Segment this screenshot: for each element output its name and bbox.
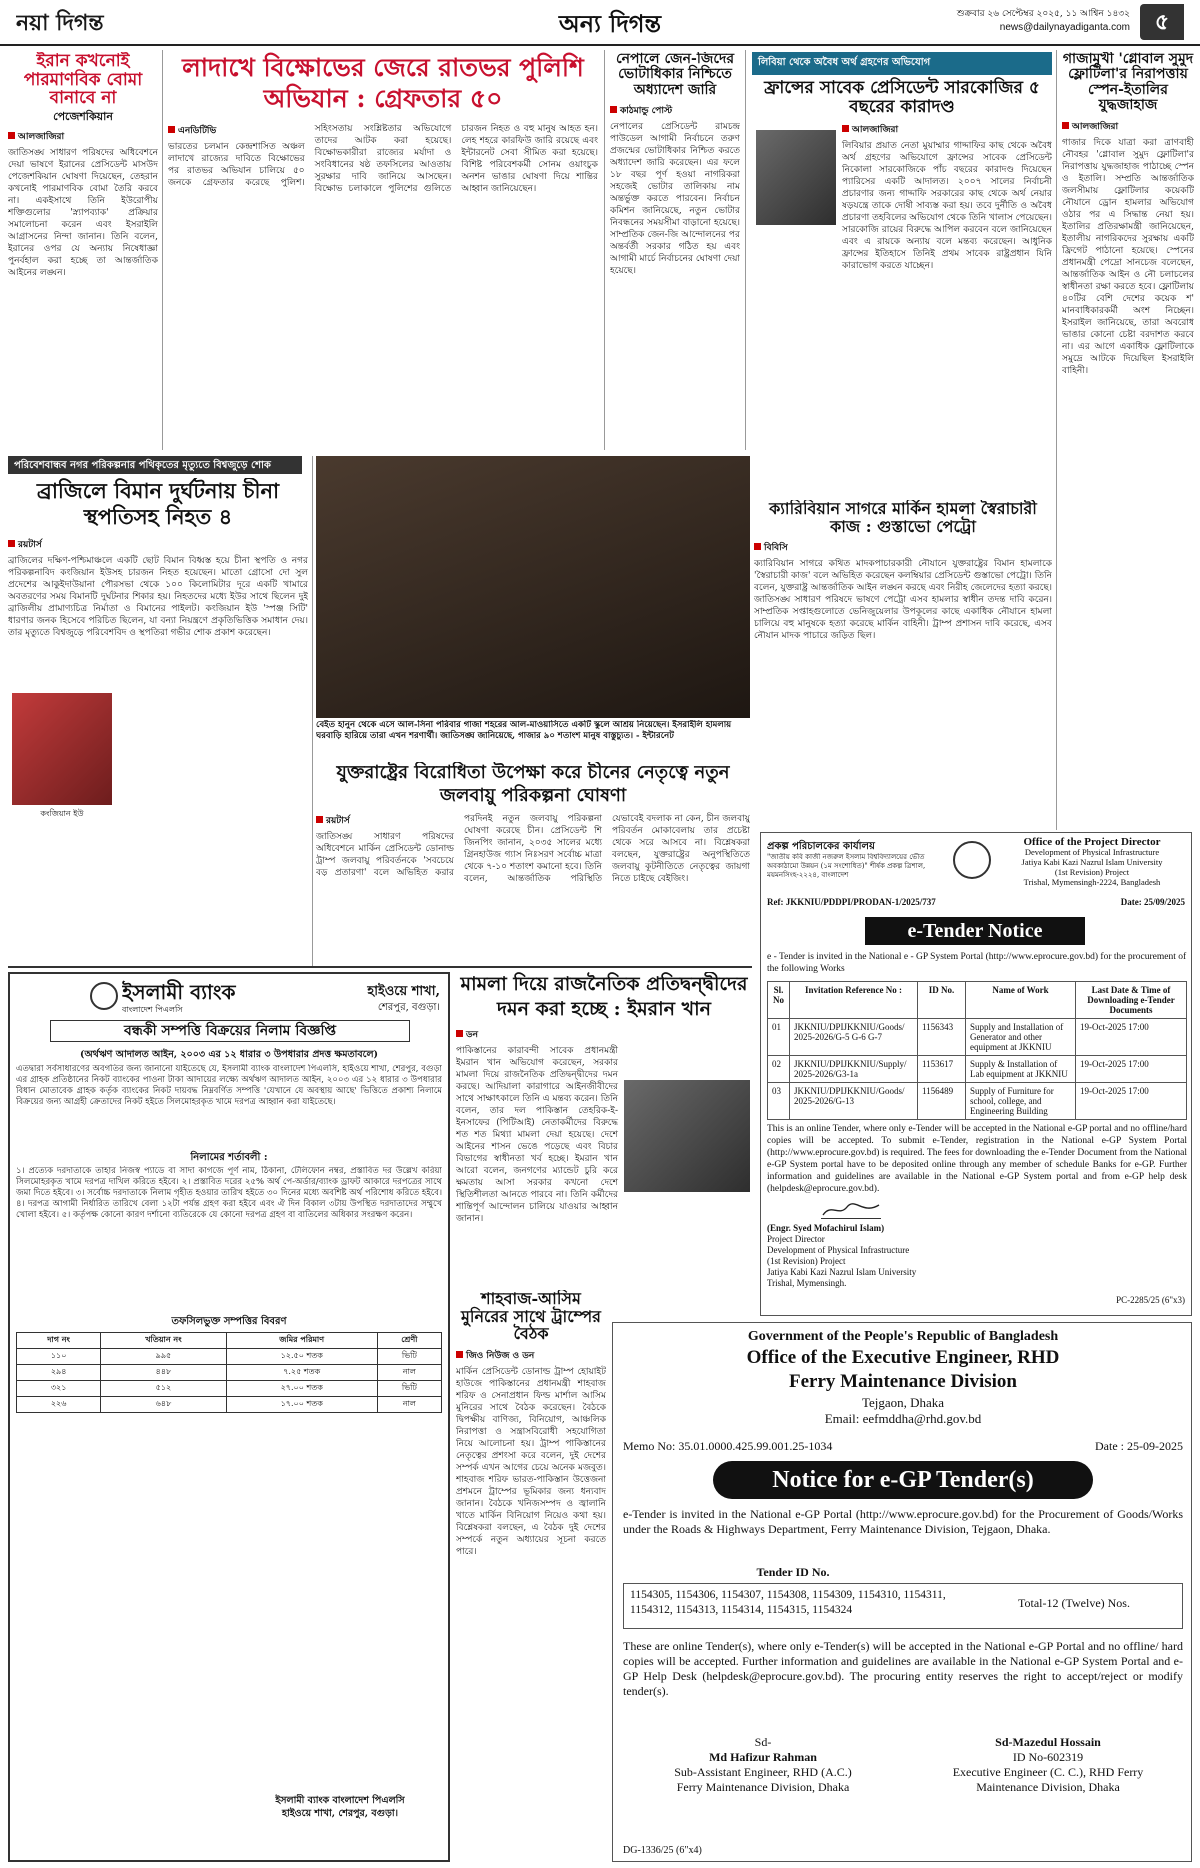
story-sarkozy — [752, 52, 1052, 492]
story-nepal — [610, 52, 740, 448]
bank-schedule-title: তফসিলভুক্ত সম্পত্তির বিবরণ — [171, 1316, 287, 1327]
jkkniu-signatory: (Engr. Syed Mofachirul Islam) Project Director Development of Physical Infrastructure (1st Revision) Project Jatiya Kabi Kazi Nazrul Islam University Trishal, Mymensingh. — [767, 1223, 917, 1288]
caribbean-headline: ক্যারিবিয়ান সাগরে মার্কিন হামলা স্বৈরাচারী কাজ : গুস্তাভো পেট্রো — [769, 500, 1037, 536]
story-shahbaz — [456, 1290, 606, 1862]
contact-email: news@dailynayadiganta.com — [999, 22, 1130, 33]
iran-byline: আলজাজিরা — [8, 129, 158, 144]
imran-photo — [624, 1080, 750, 1192]
nepal-body: নেপালের প্রেসিডেন্ট রামচন্দ্র পাউডেল আগামী নির্বাচনে তরুণ প্রজন্মের ভোটাধিকার নিশ্চিত করতে অধ্যাদেশ জারি করেছেন। এর ফলে ১৮ বছর পূর্ণ হওয়া নাগরিকরা সহজেই ভোটার তালিকায় নাম অন্তর্ভুক্ত করতে পারবেন। নির্বাচন কমিশন জানিয়েছে, নতুন ভোটার নিবন্ধনের সময়সীমা বাড়ানো হয়েছে। সাম্প্রতিক জেন-জি আন্দোলনের পর অন্তর্বর্তী সরকার গঠিত হয় এবং আগামী মার্চে নির্বাচনের ঘোষণা দেয়া হয়েছে। — [610, 122, 740, 277]
table-row: 02 JKKNIU/DPIJKKNIU/Supply/ 2025-2026/G3-1a 1153617 Supply & Installation of Lab equipment at JKKNIU 19-Oct-2025 17:00 — [768, 1056, 1187, 1083]
issue-date: শুক্রবার ২৬ সেপ্টেম্বর ২০২৫, ১১ আশ্বিন ১৪৩২ — [956, 9, 1130, 19]
bank-name: ইসলামী ব্যাংক — [122, 980, 236, 1004]
logo-text: নয়া দিগন্ত — [16, 10, 104, 36]
table-row: ২২৬ ৬৪৮ ১৭.০০ শতক নাল — [17, 1397, 442, 1413]
rhd-banner: Notice for e-GP Tender(s) — [713, 1461, 1093, 1499]
rhd-signatory-1: Sd- Md Hafizur Rahman Sub-Assistant Engineer, RHD (A.C.) Ferry Maintenance Division, Dhaka — [674, 1735, 852, 1794]
china-headline: যুক্তরাষ্ট্রের বিরোধিতা উপেক্ষা করে চীনের নেতৃত্বে নতুন জলবায়ু পরিকল্পনা ঘোষণা — [336, 762, 730, 806]
ladakh-byline: এনডিটিভি — [168, 123, 305, 138]
story-china — [316, 762, 750, 966]
table-row: 01 JKKNIU/DPIJKKNIU/Goods/ 2025-2026/G-5 G-6 G-7 1156343 Supply and Installation of Generator and other equipment at JKKNIU 19-Oct-2025 17:00 — [768, 1019, 1187, 1056]
table-row: ৩২১ ৫১২ ২৭.০০ শতক ভিটি — [17, 1381, 442, 1397]
flotilla-headline: গাজামুখী 'গ্লোবাল সুমুদ ফ্লোটিলা'র নিরাপত্তায় স্পেন-ইতালির যুদ্ধজাহাজ — [1062, 52, 1194, 114]
brazil-photo — [12, 693, 112, 805]
jkkniu-signature — [821, 1201, 881, 1219]
jkkniu-bn-title: প্রকল্প পরিচালকের কার্যালয় — [767, 841, 875, 852]
imran-byline: ডন — [456, 1027, 752, 1042]
rhd-signatory-2: Sd-Mazedul Hossain ID No-602319 Executive Engineer (C. C.), RHD Ferry Maintenance Division, Dhaka — [952, 1735, 1144, 1794]
page-number — [1140, 4, 1184, 40]
sarkozy-headline: ফ্রান্সের সাবেক প্রেসিডেন্ট সারকোজির ৫ বছরের কারাদণ্ড — [764, 78, 1040, 117]
gaza-photo — [316, 456, 750, 718]
ladakh-headline: লাদাখে বিক্ষোভের জেরে রাতভর পুলিশি অভিযান : গ্রেফতার ৫০ — [182, 53, 584, 114]
table-row: 03 JKKNIU/DPIJKKNIU/Goods/ 2025-2026/G-13 1156489 Supply of Furniture for school, college, and Engineering Building 19-Oct-2025 17:00 — [768, 1083, 1187, 1120]
gaza-photo-block — [316, 456, 750, 756]
ladakh-body: ভারতের চলমান কেন্দ্রশাসিত অঞ্চল লাদাখে রাজ্যের দাবিতে বিক্ষোভের পর রাতভর অভিযান চালিয়ে ৫০ জনকে গ্রেফতার করেছে পুলিশ। সহিংসতায় সংশ্লিষ্টতার অভিযোগে তাদের আটক করা হয়েছে। বিক্ষোভকারীরা রাজ্যের মর্যাদা ও সংবিধানের ষষ্ঠ তফসিলের আওতায় সুরক্ষার দাবি জানিয়ে আসছেন। বিক্ষোভ চলাকালে পুলিশের গুলিতে চারজন নিহত ও বহু মানুষ আহত হন। লেহ শহরে কারফিউ জারি রয়েছে এবং ইন্টারনেট সেবা সীমিত করা হয়েছে। বিশিষ্ট পরিবেশকর্মী সোনম ওয়াংচুক অনশন ভাঙার ঘোষণা দিয়ে শান্তির আহ্বান জানিয়েছেন। — [168, 123, 598, 194]
rhd-loc: Tejgaon, Dhaka — [861, 1395, 945, 1410]
flotilla-body: গাজার দিকে যাত্রা করা ত্রাণবাহী নৌবহর 'গ্লোবাল সুমুদ ফ্লোটিলা'র নিরাপত্তায় যুদ্ধজাহাজ পাঠাচ্ছে স্পেন ও ইতালি। সম্প্রতি আন্তর্জাতিক জলসীমায় ফ্লোটিলার কয়েকটি নৌযানে ড্রোন হামলার অভিযোগ ওঠার পর এ সিদ্ধান্ত নেয়া হয়। ইতালির প্রতিরক্ষামন্ত্রী জানিয়েছেন, ইতালীয় নাগরিকদের সুরক্ষায় একটি ফ্রিগেট পাঠানো হয়েছে। স্পেনের প্রধানমন্ত্রী পেদ্রো সানচেজ বলেছেন, আন্তর্জাতিক আইন ও নৌ চলাচলের স্বাধীনতা রক্ষা করতে হবে। ফ্লোটিলায় ৪০টির বেশি দেশের কয়েক শ' মানবাধিকারকর্মী অংশ নিচ্ছেন। ইসরাইল জানিয়েছে, তারা অবরোধ ভাঙার কোনো চেষ্টা বরদাশত করবে না। এর আগে একাধিক ফ্লোটিলাকে সমুদ্রে আটকে দিয়েছিল ইসরাইলি বাহিনী। — [1062, 137, 1194, 376]
caribbean-byline: বিবিসি — [754, 540, 1052, 555]
jkkniu-code: PC-2285/25 (6"x3) — [1116, 1295, 1185, 1305]
bank-terms-title: নিলামের শর্তাবলী : — [190, 1152, 268, 1163]
strip-banner — [8, 456, 302, 474]
section-title: অন্য দিগন্ত — [558, 9, 662, 38]
jkkniu-bn-sub: "জাতীয় কবি কাজী নজরুল ইসলাম বিশ্ববিদ্যালয়ের ভৌত অবকাঠামো উন্নয়ন (১ম সংশোধিত)" শীর্ষক প্রকল্প ত্রিশাল, ময়মনসিংহ-২২২৪, বাংলাদেশ — [767, 853, 926, 879]
rhd-id-box — [623, 1583, 1183, 1629]
rhd-id-head: Tender ID No. — [756, 1565, 830, 1579]
rhd-note: These are online Tender(s), where only e-Tender(s) will be accepted in the National e-GP Portal and no offline/ hard copies will be accepted. Further information and guidelines are available in the National e-GP System Portal and e-GP Help Desk (helpdesk@eprocure.gov.bd). The procuring entity reserves the right to accept/reject or modify tender(s). — [623, 1639, 1183, 1698]
jkkniu-en-title: Office of the Project Director — [1023, 837, 1161, 848]
page-number-text: ৫ — [1154, 9, 1170, 35]
shahbaz-byline: জিও নিউজ ও ডন — [456, 1348, 606, 1363]
rhd-division: Ferry Maintenance Division — [789, 1371, 1017, 1392]
flotilla-byline: আলজাজিরা — [1062, 119, 1194, 134]
rhd-date: Date : 25-09-2025 — [1095, 1439, 1183, 1453]
bank-intro: এতদ্বারা সর্বসাধারণের অবগতির জন্য জানানো যাইতেছে যে, ইসলামী ব্যাংক বাংলাদেশ পিএলসি, হাইওয়ে শাখা, শেরপুর, বগুড়া এর গ্রাহক প্রতিষ্ঠানের নিকট ব্যাংকের পাওনা টাকা আদায়ের লক্ষ্যে অর্থঋণ আদালত আইন, ২০০৩ এর ১২ ধারার ৩ উপধারার বিধান মোতাবেক গ্রাহক কর্তৃক ব্যাংকের নিকট দায়বদ্ধ নিম্নবর্ণিত সম্পত্তি 'যেখানে যে অবস্থায় আছে' ভিত্তিতে প্রকাশ্য নিলামে বিক্রয়ের জন্য আগ্রহী ক্রেতাদের নিকট হইতে সিলমোহরকৃত খামে দরপত্র আহ্বান করা যাইতেছে। — [16, 1064, 442, 1107]
nepal-headline: নেপালে জেন-জিদের ভোটাধিকার নিশ্চিতে অধ্যাদেশ জারি — [615, 52, 735, 98]
rhd-gov: Government of the People's Republic of Bangladesh — [747, 1329, 1059, 1344]
rhd-ids: 1154305, 1154306, 1154307, 1154308, 1154309, 1154310, 1154311, 1154312, 1154313, 1154314, 1154315, 1154324 — [630, 1589, 946, 1616]
china-body: জাতিসঙ্ঘ সাধারণ পরিষদের অধিবেশনে মার্কিন প্রেসিডেন্ট ডোনাল্ড ট্রাম্প জলবায়ু পরিবর্তনকে 'সবচেয়ে বড় প্রতারণা' বলে অভিহিত করার পরদিনই নতুন জলবায়ু পরিকল্পনা ঘোষণা করেছে চীন। প্রেসিডেন্ট শি জিনপিং জানান, ২০৩৫ সালের মধ্যে গ্রিনহাউজ গ্যাস নিঃসরণ সর্বোচ্চ মাত্রা থেকে ৭-১০ শতাংশ কমানো হবে। তিনি বলেন, আন্তর্জাতিক পরিস্থিতি যেভাবেই বদলাক না কেন, চীন জলবায়ু পরিবর্তন মোকাবেলায় তার প্রচেষ্টা থেকে সরে আসবে না। বিশ্লেষকরা বলছেন, যুক্তরাষ্ট্রের অনুপস্থিতিতে জলবায়ু কূটনীতিতে নেতৃত্বের জায়গা নিতে চাইছে বেইজিং। — [316, 814, 750, 884]
jkkniu-banner: e-Tender Notice — [865, 917, 1085, 945]
strip-text: পরিবেশবান্ধব নগর পরিকল্পনার পথিকৃতের মৃত্যুতে বিশ্বজুড়ে শোক — [14, 460, 271, 471]
bank-schedule-header: দাগ নং খতিয়ান নং জমির পরিমাণ শ্রেণী — [17, 1333, 442, 1349]
nepal-byline: কাঠমান্ডু পোস্ট — [610, 103, 740, 118]
tender-rhd — [612, 1322, 1192, 1862]
imran-headline: মামলা দিয়ে রাজনৈতিক প্রতিদ্বন্দ্বীদের দমন করা হচ্ছে : ইমরান খান — [460, 973, 748, 1020]
rhd-total: Total-12 (Twelve) Nos. — [1018, 1596, 1130, 1610]
rhd-email: Email: eefmddha@rhd.gov.bd — [824, 1411, 982, 1426]
logo — [16, 6, 136, 36]
jkkniu-logo — [953, 841, 991, 879]
bank-schedule-table — [16, 1332, 442, 1413]
jkkniu-table-wrap — [767, 981, 1187, 1120]
bank-logo — [90, 982, 118, 1010]
jkkniu-table — [767, 981, 1187, 1120]
rhd-office: Office of the Executive Engineer, RHD — [746, 1347, 1060, 1368]
bank-subname: বাংলাদেশ পিএলসি — [122, 1005, 183, 1014]
sarkozy-byline: আলজাজিরা — [842, 122, 1052, 137]
sarkozy-tag: লিবিয়া থেকে অবৈধ অর্থ গ্রহণের অভিযোগ — [752, 52, 1052, 75]
story-caribbean — [754, 500, 1052, 830]
bank-branch-loc: শেরপুর, বগুড়া। — [377, 1002, 440, 1013]
iran-body: জাতিসঙ্ঘ সাধারণ পরিষদের অধিবেশনে দেয়া ভাষণে ইরানের প্রেসিডেন্ট মাসউদ পেজেশকিয়ান ঘোষণা দিয়েছেন, তেহরান কখনোই পারমাণবিক বোমা তৈরি করবে না। একইসাথে তিনি ইউরোপীয় শক্তিগুলোর 'স্ন্যাপব্যাক' প্রক্রিয়ার সমালোচনা করেন এবং ইসরাইলি আগ্রাসনের নিন্দা জানান। তিনি বলেন, ইরানের ওপর যে অন্যায় নিষেধাজ্ঞা পুনর্বহাল করা হচ্ছে তা আন্তর্জাতিক আইনের লঙ্ঘন। — [8, 148, 158, 279]
iran-headline: ইরান কখনোই পারমাণবিক বোমা বানাবে না — [23, 52, 143, 109]
bank-branch: হাইওয়ে শাখা, — [367, 984, 440, 999]
shahbaz-body: মার্কিন প্রেসিডেন্ট ডোনাল্ড ট্রাম্প হোয়াইট হাউজে পাকিস্তানের প্রধানমন্ত্রী শাহবাজ শরিফ ও সেনাপ্রধান ফিল্ড মার্শাল আসিম মুনিরের সাথে বৈঠক করেছেন। বৈঠকে দ্বিপক্ষীয় বাণিজ্য, বিনিয়োগ, আঞ্চলিক নিরাপত্তা ও সন্ত্রাসবিরোধী সহযোগিতা নিয়ে আলোচনা হয়। ট্রাম্প পাকিস্তানের নেতৃত্বের প্রশংসা করে বলেন, দুই দেশের সম্পর্ক এখন আগের চেয়ে অনেক মজবুত। শাহবাজ শরিফ ভারত-পাকিস্তান উত্তেজনা প্রশমনে ট্রাম্পের ভূমিকার জন্য ধন্যবাদ জানান। বৈঠকে খনিজসম্পদ ও জ্বালানি খাতে মার্কিন বিনিয়োগ নিয়েও কথা হয়। বিশ্লেষকরা বলছেন, এ বৈঠক দুই দেশের সম্পর্কে নতুন অধ্যায়ের সূচনা করতে পারে। — [456, 1366, 606, 1557]
jkkniu-date: Date: 25/09/2025 — [1120, 897, 1185, 907]
jkkniu-table-header: Sl. No Invitation Reference No : ID No. Name of Work Last Date & Time of Downloading e-Tender Documents — [768, 982, 1187, 1019]
imran-body: পাকিস্তানের কারাবন্দী সাবেক প্রধানমন্ত্রী ইমরান খান অভিযোগ করেছেন, সরকার মামলা দিয়ে রাজনৈতিক প্রতিদ্বন্দ্বীদের দমন করছে। আদিয়ালা কারাগারে আইনজীবীদের সাথে সাক্ষাৎকালে তিনি এ মন্তব্য করেন। তিনি বলেন, তার দল পাকিস্তান তেহরিক-ই-ইনসাফের (পিটিআই) নেতাকর্মীদের বিরুদ্ধে শত শত মিথ্যা মামলা দেয়া হয়েছে। দেশে আইনের শাসন ভেঙে পড়েছে এবং বিচার বিভাগের স্বাধীনতা খর্ব হচ্ছে। ইমরান খান আরো বলেন, জনগণের ম্যান্ডেট চুরি করে ক্ষমতায় আসা সরকার কখনো দেশে স্থিতিশীলতা আনতে পারবে না। তিনি কর্মীদের শান্তিপূর্ণ আন্দোলন চালিয়ে যাওয়ার আহ্বান জানান। — [456, 1046, 618, 1225]
jkkniu-intro: e - Tender is invited in the National e - GP System Portal (http://www.eprocure.gov.bd) for the procurement of the following Works — [767, 952, 1187, 974]
masthead — [0, 0, 1200, 48]
story-iran — [8, 52, 158, 448]
jkkniu-ref: Ref: JKKNIU/PDDPI/PRODAN-1/2025/737 — [767, 897, 936, 907]
bank-footer: ইসলামী ব্যাংক বাংলাদেশ পিএলসি হাইওয়ে শাখা, শেরপুর, বগুড়া। — [275, 1795, 405, 1819]
table-row: ২৯৪ ৪৪৮ ৭.২৫ শতক নাল — [17, 1365, 442, 1381]
story-imran — [456, 972, 752, 1282]
sarkozy-photo — [756, 130, 836, 225]
rhd-intro: e-Tender is invited in the National e-GP Portal (http://www.eprocure.gov.bd) for the Procurement of Goods/Works under the Roads & Highways Department, Ferry Maintenance Division, Tejgaon, Dhaka. — [623, 1507, 1183, 1536]
rhd-memo: Memo No: 35.01.0000.425.99.001.25-1034 — [623, 1439, 833, 1453]
story-flotilla — [1062, 52, 1194, 828]
story-ladakh — [168, 52, 598, 448]
table-row: ১১০ ৯৯৫ ১২.৫০ শতক ভিটি — [17, 1349, 442, 1365]
story-brazil — [8, 478, 308, 966]
jkkniu-en-block: Office of the Project Director Development of Physical Infrastructure Jatiya Kabi Kazi Nazrul Islam University (1st Revision) Project Trishal, Mymensingh-2224, Bangladesh — [997, 837, 1187, 887]
brazil-body: ব্রাজিলের দক্ষিণ-পশ্চিমাঞ্চলে একটি ছোট বিমান বিধ্বস্ত হয়ে চীনা স্থপতি ও নগর পরিকল্পনাবিদ কংজিয়ান ইউসহ চারজন নিহত হয়েছেন। মাতো গ্রোসো দো সুল প্রদেশের আকুইদাউয়ানা পৌরসভা থেকে ১০০ কিলোমিটার দূরে একটি খামারে অবতরণের সময় বিমানটি দুর্ঘটনার শিকার হয়। নিহতদের মধ্যে ইউর সাথে ছিলেন দুই ব্রাজিলীয় প্রামাণ্যচিত্র নির্মাতা ও বিমানের পাইলট। কংজিয়ান ইউ 'স্পঞ্জ সিটি' ধারণার জনক হিসেবে পরিচিত ছিলেন, যা বন্যা নিয়ন্ত্রণে প্রকৃতিভিত্তিক সমাধান দেয়। তার মৃত্যুতে বিশ্বজুড়ে পরিবেশবিদ ও স্থপতিরা গভীর শোক প্রকাশ করেছেন। — [8, 555, 308, 638]
bank-terms: ১। প্রত্যেক দরদাতাকে তাহার নিজস্ব প্যাডে বা সাদা কাগজে পূর্ণ নাম, ঠিকানা, টেলিফোন নম্বর, প্রস্তাবিত দর উল্লেখ করিয়া সিলমোহরকৃত খামে দরপত্র দাখিল করিতে হইবে। ২। প্রস্তাবিত দরের ২৫% অর্থ পে-অর্ডার/ব্যাংক ড্রাফট আকারে দরপত্রের সাথে জমা দিতে হইবে। ৩। সর্বোচ্চ দরদাতাকে নিলাম গৃহীত হওয়ার তারিখ হইতে ৩০ দিনের মধ্যে অবশিষ্ট অর্থ পরিশোধ করিতে হইবে। ৪। দরপত্র আগামী নির্ধারিত তারিখে বেলা ১২টা পর্যন্ত গ্রহণ করা হইবে এবং ঐ দিন বিকাল ৩টায় উপস্থিত দরদাতাদের সম্মুখে খোলা হইবে। ৫। কর্তৃপক্ষ কোনো কারণ দর্শানো ব্যতিরেকে যে কোনো দরপত্র গ্রহণ বা বাতিলের অধিকার সংরক্ষণ করেন। — [16, 1166, 442, 1220]
bank-law: (অর্থঋণ আদালত আইন, ২০০৩ এর ১২ ধারার ৩ উপধারার প্রদত্ত ক্ষমতাবলে) — [79, 1049, 379, 1060]
shahbaz-headline: শাহবাজ-আসিম মুনিরের সাথে ট্রাম্পের বৈঠক — [461, 1290, 601, 1344]
caribbean-body: ক্যারিবিয়ান সাগরে কথিত মাদকপাচারকারী নৌযানে যুক্তরাষ্ট্রের বিমান হামলাকে 'স্বৈরাচারী কাজ' বলে অভিহিত করেছেন কলম্বিয়ার প্রেসিডেন্ট গুস্তাভো পেট্রো। তিনি বলেন, যুক্তরাষ্ট্র আন্তর্জাতিক আইন লঙ্ঘন করছে এবং নিরীহ জেলেদের হত্যা করছে। জাতিসঙ্ঘ সাধারণ পরিষদে ভাষণে পেট্রো এসব হামলার স্বাধীন তদন্ত দাবি করেন। সাম্প্রতিক সপ্তাহগুলোতে ভেনিজুয়েলার উপকূলের কাছে একাধিক নৌযানে হামলা চালিয়ে বহু মানুষকে হত্যা করেছে মার্কিন বাহিনী। ট্রাম্প প্রশাসন দাবি করেছে, এসব নৌযান মাদক পাচারে জড়িত ছিল। — [754, 559, 1052, 642]
tender-jkkniu — [760, 832, 1192, 1316]
bank-title: বন্ধকী সম্পত্তি বিক্রয়ের নিলাম বিজ্ঞপ্তি — [50, 1020, 410, 1042]
rhd-code: DG-1336/25 (6"x4) — [623, 1845, 702, 1856]
brazil-byline: রয়টার্স — [8, 537, 308, 552]
jkkniu-note: This is an online Tender, where only e-Tender will be accepted in the National e-GP portal and no offline/hard copies will be accepted. To submit e-Tender, registration in the National e-GP System Portal (http://www.eprocure.gov.bd) is required. The fees for downloading the e-Tender Document from the National e-GP System portal have to be deposited online through any member of schedule Banks for e-GP. Further information and guidelines are available in the National e-GP System portal and from e-GP help desk (helpdesk@eprocure.gov.bd). — [767, 1124, 1187, 1194]
iran-subhead: পেজেশকিয়ান — [53, 110, 113, 124]
bank-schedule-table-wrap — [16, 1332, 442, 1413]
china-byline: রয়টার্স — [316, 813, 454, 828]
brazil-photo-caption: কংজিয়ান ইউ — [40, 809, 84, 818]
gaza-photo-caption: বেইত হানুন থেকে এসে আল-সিনা পরিবার গাজা শহরের আল-মাওয়াসিতে একটি স্কুলে আশ্রয় নিয়েছেন। ইসরাইলি হামলায় ঘরবাড়ি হারিয়ে তারা এখন শরণার্থী। জাতিসঙ্ঘ জানিয়েছে, গাজার ৯০ শতাংশ মানুষ বাস্তুচ্যুত। - ইন্টারনেট — [316, 720, 732, 741]
brazil-headline: ব্রাজিলে বিমান দুর্ঘটনায় চীনা স্থপতিসহ নিহত ৪ — [36, 478, 280, 530]
sarkozy-body: লিবিয়ার প্রয়াত নেতা মুয়াম্মার গাদ্দাফির কাছ থেকে অবৈধ অর্থ গ্রহণের অভিযোগে ফ্রান্সের সাবেক প্রেসিডেন্ট নিকোলা সারকোজিকে পাঁচ বছরের কারাদণ্ড দিয়েছেন প্যারিসের একটি আদালত। ২০০৭ সালের নির্বাচনী প্রচারণার জন্য গাদ্দাফি সরকারের কাছ থেকে অর্থ নেয়ার ষড়যন্ত্রে তাকে দোষী সাব্যস্ত করা হয়। তবে দুর্নীতি ও অবৈধ প্রচারণা তহবিলের অভিযোগ থেকে তিনি খালাস পেয়েছেন। সারকোজি রায়ের বিরুদ্ধে আপিল করবেন বলে জানিয়েছেন এবং এ রায়কে অন্যায় বলে মন্তব্য করেছেন। আধুনিক ফ্রান্সের ইতিহাসে তিনিই প্রথম সাবেক রাষ্ট্রপ্রধান যিনি কারাভোগ করতে যাচ্ছেন। — [842, 141, 1052, 272]
bank-auction-notice — [8, 972, 450, 1862]
